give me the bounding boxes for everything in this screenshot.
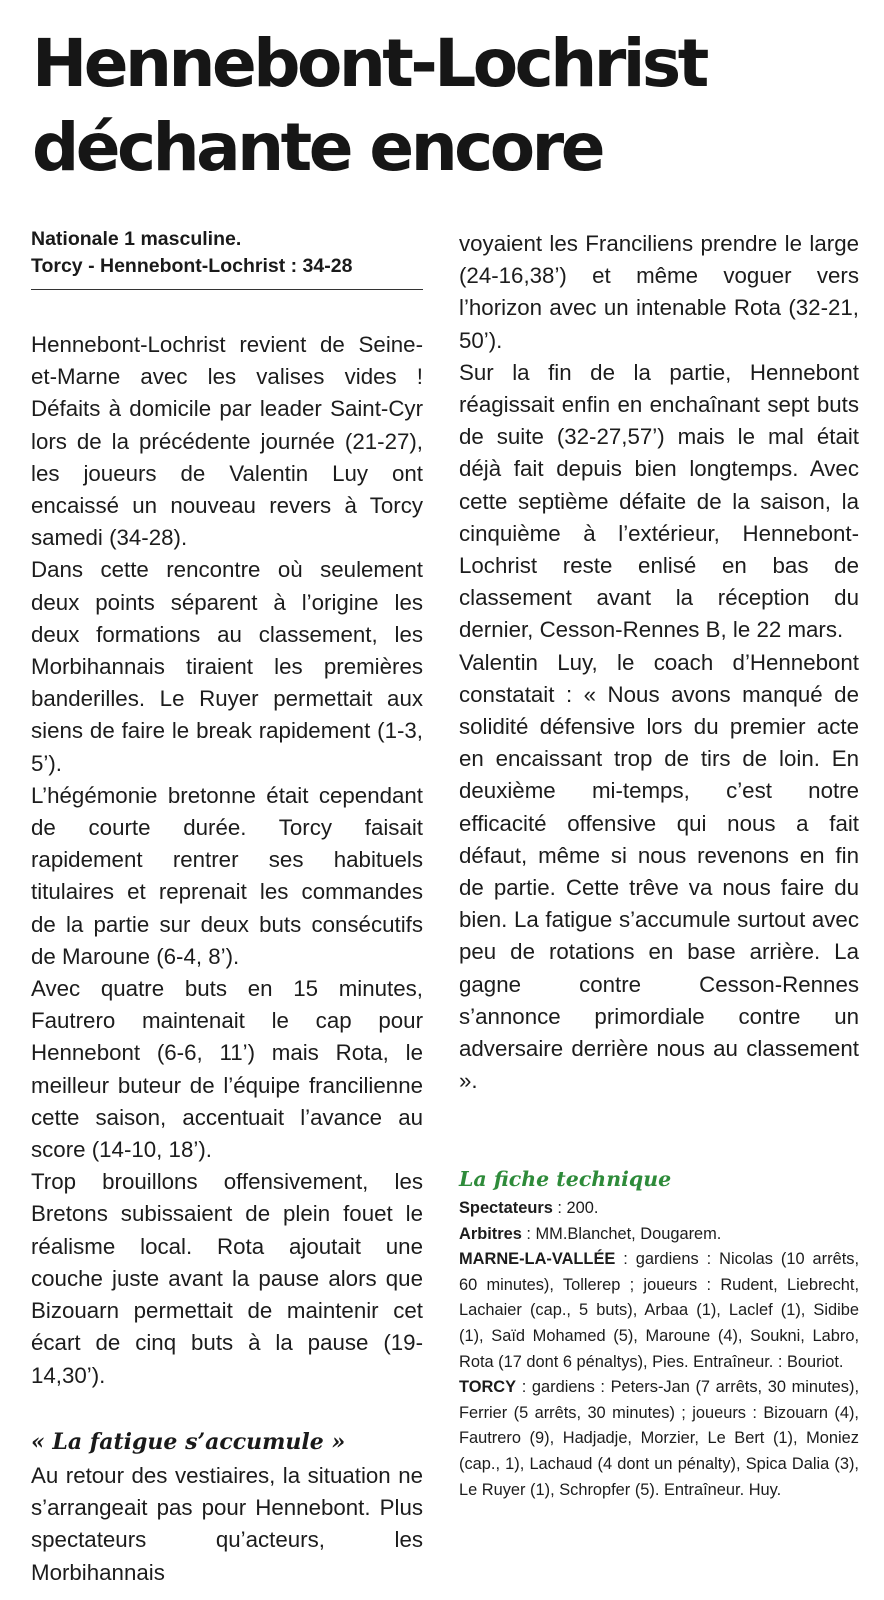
subhead-box xyxy=(31,1427,423,1457)
fiche-arbitres xyxy=(459,1222,859,1248)
fiche-marne-value: : gardiens : Nicolas (10 arrêts, 60 minutes), Tollerep ; joueurs : Rudent, Liebrecht, Lachaier (cap., 5 buts), Arbaa (1), Laclef (1), Sidibe (1), Saïd Mohamed (5), Maroune (4), Soukni, Labro, Rota (17 dont 6 pénaltys), Pies. Entraîneur. : Bouriot. xyxy=(459,1250,859,1371)
article-paragraph: Avec quatre buts en 15 minutes, Fautrero maintenait le cap pour Hennebont (6-6, 11’) mais Rota, le meilleur buteur de l’équipe francilienne cette saison, accentuait l’avance au score (14-10, 18’). xyxy=(31,976,423,1163)
article-body-left xyxy=(31,329,423,1392)
fiche-spectateurs-label: Spectateurs xyxy=(459,1199,553,1217)
kicker-score: Torcy - Hennebont-Lochrist : 34-28 xyxy=(31,255,353,277)
article-paragraph: Trop brouillons offensivement, les Bretons subissaient de plein fouet le réalisme local. Rota ajoutait une couche juste avant la pause alors que Bizouarn permettait de maintenir cet écart de cinq buts à la pause (19-14,30’). xyxy=(31,1169,423,1388)
article-body-left-continued xyxy=(31,1460,423,1589)
fiche-technique xyxy=(459,1164,859,1503)
fiche-arbitres-value: : MM.Blanchet, Dougarem. xyxy=(521,1224,722,1243)
headline-line-1: Hennebont-Lochrist xyxy=(32,25,706,102)
kicker-divider xyxy=(31,289,423,290)
subhead: « La fatigue s’accumule » xyxy=(31,1429,346,1455)
article-paragraph: Au retour des vestiaires, la situation ne s’arrangeait pas pour Hennebont. Plus spectateurs qu’acteurs, les Morbihannais xyxy=(31,1463,423,1585)
fiche-arbitres-label: Arbitres xyxy=(459,1224,522,1243)
fiche-marne-label: MARNE-LA-VALLÉE xyxy=(459,1250,616,1269)
fiche-marne xyxy=(459,1247,859,1375)
article-paragraph: Valentin Luy, le coach d’Hennebont constatait : « Nous avons manqué de solidité défensive lors du premier acte en encaissant trop de tirs de loin. En deuxième mi-temps, c’est notre efficacité offensive qui nous a fait défaut, même si nous revenons en fin de partie. Cette trêve va nous faire du bien. La fatigue s’accumule surtout avec peu de rotations en base arrière. La gagne contre Cesson-Rennes s’annonce primordiale contre un adversaire derrière nous au classement ». xyxy=(459,649,859,1094)
fiche-torcy xyxy=(459,1375,859,1503)
fiche-title: La fiche technique xyxy=(459,1167,672,1191)
article-body-right xyxy=(459,228,859,1097)
fiche-torcy-label: TORCY xyxy=(459,1378,517,1397)
fiche-spectateurs xyxy=(459,1196,859,1222)
article-paragraph: voyaient les Franciliens prendre le large (24-16,38’) et même voguer vers l’horizon avec un intenable Rota (32-21, 50’). xyxy=(459,231,859,353)
kicker xyxy=(31,226,423,280)
fiche-spectateurs-value: : 200. xyxy=(552,1199,599,1217)
article-paragraph: Dans cette rencontre où seulement deux points séparent à l’origine les deux formations au classement, les Morbihannais tiraient les premières banderilles. Le Ruyer permettait aux siens de faire le break rapidement (1-3, 5’). xyxy=(31,557,423,776)
headline xyxy=(32,22,872,190)
fiche-torcy-value: : gardiens : Peters-Jan (7 arrêts, 30 minutes), Ferrier (5 arrêts, 30 minutes) ; joueurs : Bizouarn (4), Fautrero (9), Hadjadje, Morzier, Le Bert (1), Moniez (cap., 1), Lachaud (4 dont un pénalty), Spica Dalia (3), Le Ruyer (1), Schropfer (5). Entraîneur. Huy. xyxy=(459,1378,859,1499)
article-paragraph: L’hégémonie bretonne était cependant de courte durée. Torcy faisait rapidement rentrer ses habituels titulaires et reprenait les commandes de la partie sur deux buts consécutifs de Maroune (6-4, 8’). xyxy=(31,782,423,969)
headline-line-2: déchante encore xyxy=(32,109,602,186)
article-paragraph: Sur la fin de la partie, Hennebont réagissait enfin en enchaînant sept buts de suite (32-27,57’) mais le mal était déjà fait depuis bien longtemps. Avec cette septième défaite de la saison, la cinquième à l’extérieur, Hennebont-Lochrist reste enlisé en bas de classement avant la réception du dernier, Cesson-Rennes B, le 22 mars. xyxy=(459,359,859,643)
article-paragraph: Hennebont-Lochrist revient de Seine-et-Marne avec les valises vides ! Défaits à domicile par leader Saint-Cyr lors de la précédente journée (21-27), les joueurs de Valentin Luy ont encaissé un nouveau revers à Torcy samedi (34-28). xyxy=(31,332,423,551)
kicker-category: Nationale 1 masculine. xyxy=(31,228,242,250)
